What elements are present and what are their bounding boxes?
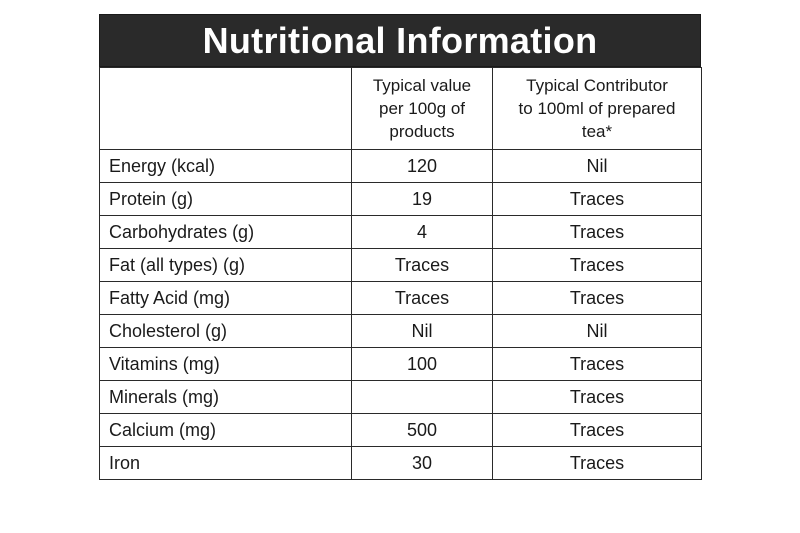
value-per-100ml: Traces <box>493 348 702 381</box>
value-per-100ml: Nil <box>493 150 702 183</box>
nutrient-name: Fat (all types) (g) <box>100 249 352 282</box>
nutrient-name: Carbohydrates (g) <box>100 216 352 249</box>
value-per-100ml: Traces <box>493 216 702 249</box>
value-per-100g: Nil <box>352 315 493 348</box>
nutrient-name: Fatty Acid (mg) <box>100 282 352 315</box>
table-row <box>100 216 702 249</box>
nutrient-name: Cholesterol (g) <box>100 315 352 348</box>
nutrition-panel <box>99 14 701 480</box>
title-bar <box>99 14 701 67</box>
value-per-100g: 120 <box>352 150 493 183</box>
page-title: Nutritional Information <box>202 19 598 61</box>
value-per-100ml: Traces <box>493 183 702 216</box>
header-row <box>100 68 702 150</box>
value-per-100g: 100 <box>352 348 493 381</box>
value-per-100ml: Traces <box>493 447 702 480</box>
table-row <box>100 447 702 480</box>
header-per-100g <box>352 68 493 150</box>
value-per-100g: 4 <box>352 216 493 249</box>
value-per-100ml: Nil <box>493 315 702 348</box>
header-per-100g-label: Typical value per 100g of products <box>372 76 472 141</box>
value-per-100g: 30 <box>352 447 493 480</box>
table-row <box>100 315 702 348</box>
value-per-100ml: Traces <box>493 381 702 414</box>
value-per-100g: 19 <box>352 183 493 216</box>
header-per-100ml <box>493 68 702 150</box>
value-per-100ml: Traces <box>493 249 702 282</box>
value-per-100g: Traces <box>352 249 493 282</box>
table-row <box>100 348 702 381</box>
table-row <box>100 282 702 315</box>
table-row <box>100 381 702 414</box>
nutrient-name: Minerals (mg) <box>100 381 352 414</box>
nutrient-name: Calcium (mg) <box>100 414 352 447</box>
table-row <box>100 183 702 216</box>
table-row <box>100 414 702 447</box>
header-nutrient <box>100 68 352 150</box>
nutrient-name: Protein (g) <box>100 183 352 216</box>
nutrient-name: Iron <box>100 447 352 480</box>
nutrient-name: Energy (kcal) <box>100 150 352 183</box>
nutrient-name: Vitamins (mg) <box>100 348 352 381</box>
table-row <box>100 150 702 183</box>
value-per-100ml: Traces <box>493 282 702 315</box>
value-per-100ml: Traces <box>493 414 702 447</box>
value-per-100g: Traces <box>352 282 493 315</box>
header-per-100ml-label: Typical Contributor to 100ml of prepared tea* <box>518 76 676 141</box>
table-row <box>100 249 702 282</box>
value-per-100g <box>352 381 493 414</box>
nutrition-table <box>99 67 702 480</box>
value-per-100g: 500 <box>352 414 493 447</box>
